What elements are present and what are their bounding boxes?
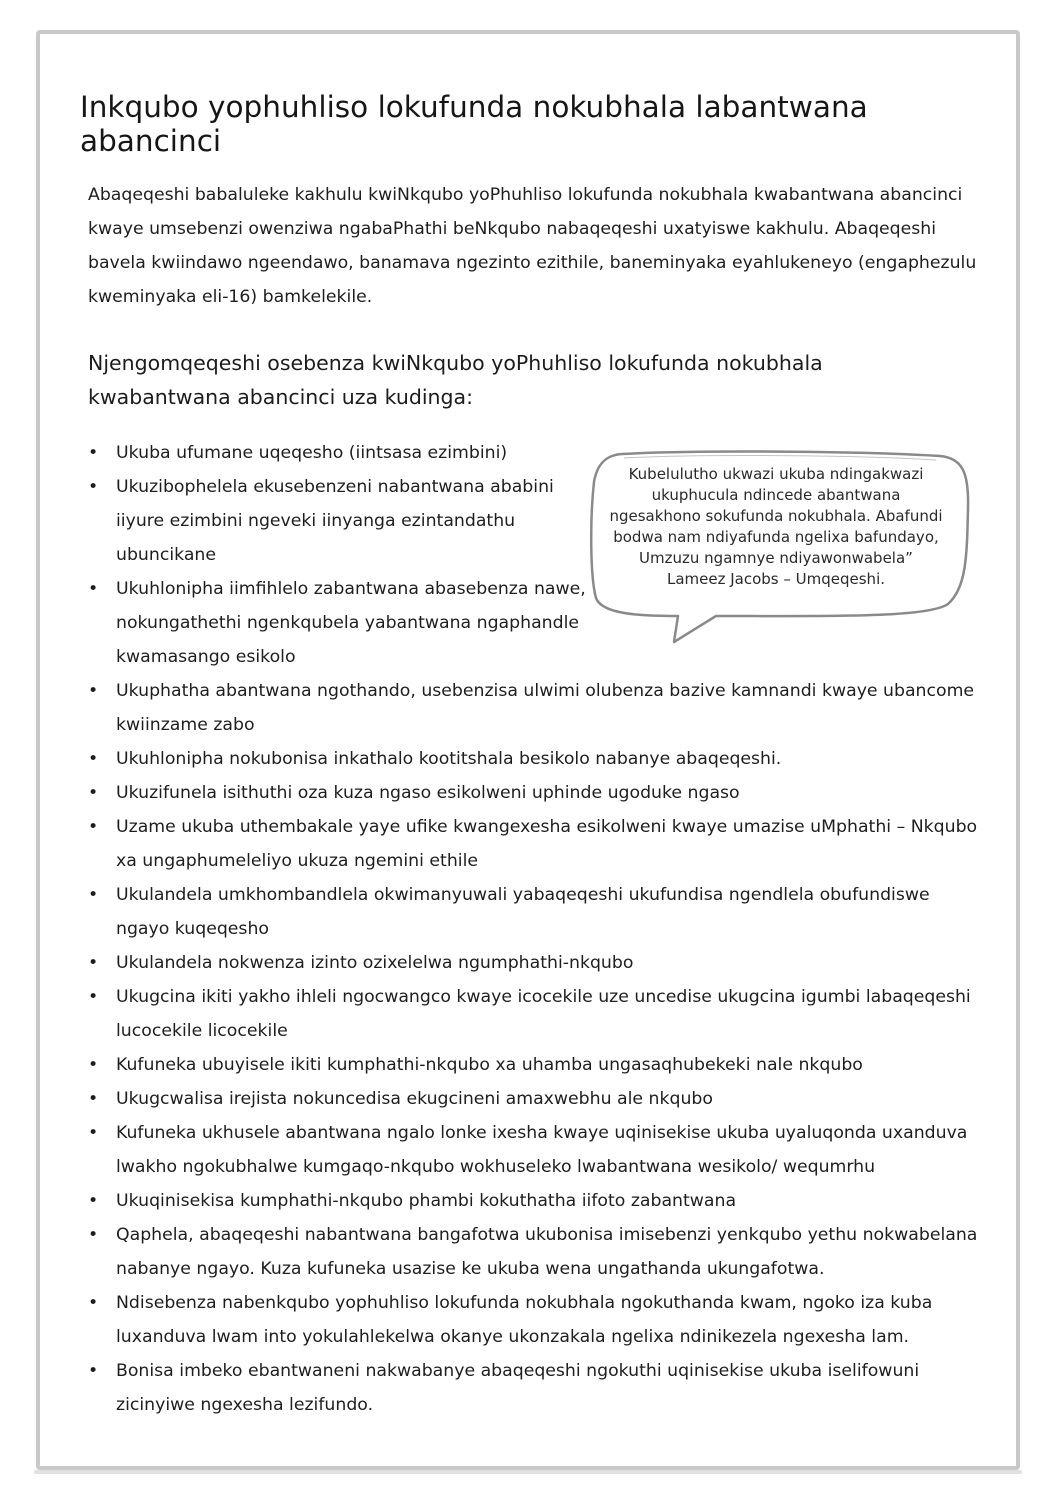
- document-title: Inkqubo yophuhliso lokufunda nokubhala labantwana abancinci: [80, 90, 868, 158]
- bullet-icon: •: [88, 953, 99, 973]
- bullet-icon: •: [88, 477, 99, 497]
- list-item: [88, 1048, 983, 1082]
- list-item-text: Kufuneka ubuyisele ikiti kumphathi-nkqubo xa uhamba ungasaqhubekeki nale nkqubo: [116, 1055, 863, 1075]
- list-item-text: Ukuhlonipha iimfihlelo zabantwana abasebenza nawe, nokungathethi ngenkqubela yabantwana ngaphandle kwamasango esikolo: [116, 579, 586, 667]
- bullet-icon: •: [88, 681, 99, 701]
- list-item: [88, 878, 983, 946]
- list-item-text: Ukugcwalisa irejista nokuncedisa ekugcineni amaxwebhu ale nkqubo: [116, 1089, 713, 1109]
- list-item: [88, 470, 586, 572]
- bullet-icon: •: [88, 817, 99, 837]
- list-item: [88, 1082, 983, 1116]
- bullet-icon: •: [88, 1293, 99, 1313]
- list-item-text: Kufuneka ukhusele abantwana ngalo lonke ixesha kwaye uqinisekise ukuba uyaluqonda uxanduva lwakho ngokubhalwe kumgaqo-nkqubo wokhuseleko lwabantwana wesikolo/ wequmrhu: [116, 1123, 968, 1177]
- list-item-text: Ukuba ufumane uqeqesho (iintsasa ezimbini): [116, 443, 508, 463]
- list-item-text: Uzame ukuba uthembakale yaye ufike kwangexesha esikolweni kwaye umazise uMphathi – Nkqubo xa ungaphumeleliyo ukuza ngemini ethile: [116, 817, 978, 871]
- list-item: [88, 810, 983, 878]
- list-item: [88, 1286, 983, 1354]
- list-item-text: Bonisa imbeko ebantwaneni nakwabanye abaqeqeshi ngokuthi uqinisekise ukuba iselifowuni zicinyiwe ngexesha lezifundo.: [116, 1361, 920, 1415]
- bullet-icon: •: [88, 987, 99, 1007]
- list-item: [88, 742, 983, 776]
- bullet-icon: •: [88, 749, 99, 769]
- intro-paragraph: Abaqeqeshi babaluleke kakhulu kwiNkqubo yoPhuhliso lokufunda nokubhala kwabantwana abancinci kwaye umsebenzi owenziwa ngabaPhathi beNkqubo nabaqeqeshi uxatyiswe kakhulu. Abaqeqeshi bavela kwiindawo ngeendawo, banamava ngezinto ezithile, baneminyaka eyahlukeneyo (engaphezulu kweminyaka eli-16) bamkelekile.: [88, 185, 977, 307]
- quote-text: Kubelulutho ukwazi ukuba ndingakwazi ukuphucula ndincede abantwana ngesakhono sokufunda nokubhala. Abafundi bodwa nam ndiyafunda ngelixa bafundayo, Umzuzu ngamnye ndiyawonwabela” Lameez Jacobs – Umqeqeshi.: [609, 465, 943, 588]
- list-item: [88, 776, 983, 810]
- list-item: [88, 1218, 983, 1286]
- list-item: [88, 946, 983, 980]
- list-item-text: Ukuqinisekisa kumphathi-nkqubo phambi kokuthatha iifoto zabantwana: [116, 1191, 737, 1211]
- list-item: [88, 572, 586, 674]
- list-item-text: Ukulandela umkhombandlela okwimanyuwali yabaqeqeshi ukufundisa ngendlela obufundiswe ngayo kuqeqesho: [116, 885, 930, 939]
- list-item: [88, 1116, 983, 1184]
- list-item-text: Ukuphatha abantwana ngothando, usebenzisa ulwimi olubenza bazive kamnandi kwaye ubancome kwiinzame zabo: [116, 681, 975, 735]
- bullet-icon: •: [88, 443, 99, 463]
- list-item: [88, 1354, 983, 1422]
- bullet-icon: •: [88, 1361, 99, 1381]
- list-item-text: Ukugcina ikiti yakho ihleli ngocwangco kwaye icocekile uze uncedise ukugcina igumbi labaqeqeshi lucocekile licocekile: [116, 987, 971, 1041]
- bullet-icon: •: [88, 1055, 99, 1075]
- bullet-icon: •: [88, 1225, 99, 1245]
- list-item-text: Ukuzibophelela ekusebenzeni nabantwana ababini iiyure ezimbini ngeveki iinyanga ezintandathu ubuncikane: [116, 477, 554, 565]
- list-item: [88, 1184, 983, 1218]
- bullet-icon: •: [88, 1191, 99, 1211]
- list-item-text: Qaphela, abaqeqeshi nabantwana bangafotwa ukubonisa imisebenzi yenkqubo yethu nokwabelana nabanye ngayo. Kuza kufuneka usazise ke ukuba wena ungathanda ukungafotwa.: [116, 1225, 978, 1279]
- bullet-icon: •: [88, 1089, 99, 1109]
- requirements-heading: Njengomqeqeshi osebenza kwiNkqubo yoPhuhliso lokufunda nokubhala kwabantwana abancinci uza kudinga:: [88, 351, 823, 409]
- list-item: [88, 674, 983, 742]
- list-item: [88, 436, 586, 470]
- list-item: [88, 980, 983, 1048]
- list-item-text: Ndisebenza nabenkqubo yophuhliso lokufunda nokubhala ngokuthanda kwam, ngoko iza kuba luxanduva lwam into yokulahlekelwa okanye ukonzakala ngelixa ndinikezela ngexesha lam.: [116, 1293, 933, 1347]
- list-item-text: Ukulandela nokwenza izinto ozixelelwa ngumphathi-nkqubo: [116, 953, 634, 973]
- list-item-text: Ukuzifunela isithuthi oza kuza ngaso esikolweni uphinde ugoduke ngaso: [116, 783, 740, 803]
- bullet-icon: •: [88, 885, 99, 905]
- bullet-icon: •: [88, 579, 99, 599]
- bullet-icon: •: [88, 783, 99, 803]
- list-item-text: Ukuhlonipha nokubonisa inkathalo kootitshala besikolo nabanye abaqeqeshi.: [116, 749, 782, 769]
- quote-speech-bubble: [588, 448, 972, 628]
- bullet-icon: •: [88, 1123, 99, 1143]
